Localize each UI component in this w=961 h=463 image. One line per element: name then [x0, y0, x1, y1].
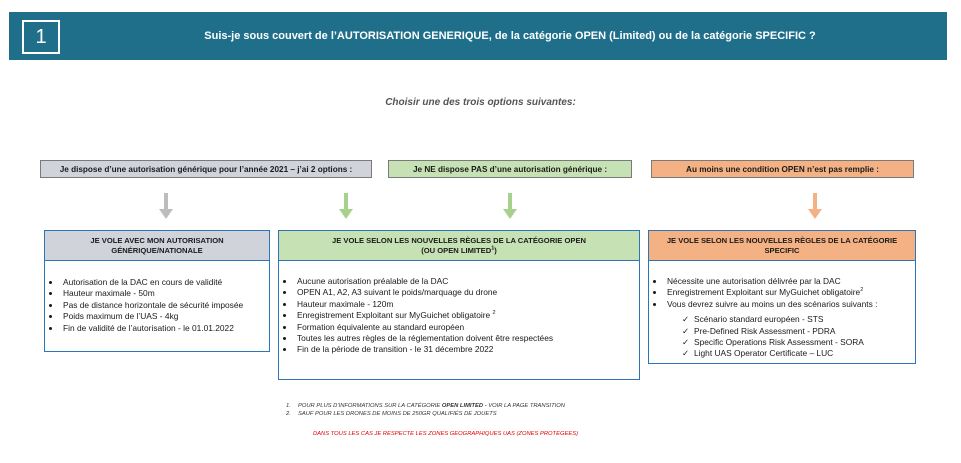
scenario-item: ✓ Scénario standard européen - STS — [682, 314, 824, 325]
list-item: • OPEN A1, A2, A3 suivant le poids/marquage du drone — [295, 287, 639, 298]
list-item: • Enregistrement Exploitant sur MyGuichet obligatoire$^2$ — [665, 287, 915, 298]
list-item: • Hauteur maximale - 50m — [61, 288, 269, 299]
card-open-category — [278, 230, 640, 380]
arrow-down-icon — [162, 193, 170, 219]
footnote-1: 1. POUR PLUS D’INFORMATIONS SUR LA CATÉGORIE OPEN LIMITED - VOIR LA PAGE TRANSITION — [286, 403, 565, 409]
card-title: JE VOLE SELON LES NOUVELLES RÈGLES DE LA CATÉGORIE SPECIFIC — [649, 231, 915, 261]
rules-list — [45, 277, 269, 334]
list-item: • Fin de validité de l’autorisation - le 01.01.2022 — [61, 323, 269, 334]
step-number: 1 — [22, 20, 60, 54]
arrow-down-icon — [342, 193, 350, 219]
list-item: • Nécessite une autorisation délivrée par la DAC — [665, 276, 915, 287]
card-generic-authorisation — [44, 230, 270, 352]
card-title: JE VOLE SELON LES NOUVELLES RÈGLES DE LA CATÉGORIE OPEN (OU OPEN LIMITED$^1$) — [279, 231, 639, 261]
footnote-2: 2. SAUF POUR LES DRONES DE MOINS DE 250GR QUALIFIÉS DE JOUETS — [286, 411, 497, 417]
arrow-down-icon — [811, 193, 819, 219]
list-item: • Poids maximum de l’UAS - 4kg — [61, 311, 269, 322]
option-open-condition-not-met: Au moins une condition OPEN n’est pas remplie : — [651, 160, 914, 178]
list-item: • Enregistrement Exploitant sur MyGuichet obligatoire $^2$ — [295, 310, 639, 321]
checkmark-icon: ✓ — [682, 337, 690, 348]
list-item: • Formation équivalente au standard européen — [295, 322, 639, 333]
list-item: • Aucune autorisation préalable de la DAC — [295, 276, 639, 287]
list-item: • Vous devrez suivre au moins un des scénarios suivants : — [665, 299, 915, 310]
rules-list — [279, 276, 639, 356]
checkmark-icon: ✓ — [682, 325, 690, 336]
scenario-item: ✓ Pre-Defined Risk Assessment - PDRA — [682, 325, 836, 336]
checkmark-icon: ✓ — [682, 348, 690, 359]
rules-list — [649, 276, 915, 310]
card-title: JE VOLE AVEC MON AUTORISATION GÉNÉRIQUE/NATIONALE — [45, 231, 269, 261]
checkmark-icon: ✓ — [682, 314, 690, 325]
arrow-down-icon — [506, 193, 514, 219]
scenario-item: ✓ Light UAS Operator Certificate – LUC — [682, 348, 834, 359]
card-specific-category — [648, 230, 916, 364]
subtitle: Choisir une des trois options suivantes: — [385, 97, 576, 108]
warning-text: DANS TOUS LES CAS JE RESPECTE LES ZONES GEOGRAPHIQUES UAS (ZONES PROTEGEES) — [313, 431, 578, 437]
footnotes — [286, 402, 565, 418]
list-item: • Hauteur maximale - 120m — [295, 299, 639, 310]
option-generic-authorisation: Je dispose d’une autorisation générique pour l’année 2021 – j’ai 2 options : — [40, 160, 372, 178]
scenario-list — [682, 314, 915, 360]
list-item: • Toutes les autres règles de la réglementation doivent être respectées — [295, 333, 639, 344]
list-item: • Pas de distance horizontale de sécurité imposée — [61, 300, 269, 311]
list-item: • Autorisation de la DAC en cours de validité — [61, 277, 269, 288]
list-item: • Fin de la période de transition - le 31 décembre 2022 — [295, 344, 639, 355]
scenario-item: ✓ Specific Operations Risk Assessment - SORA — [682, 337, 864, 348]
page-title: Suis-je sous couvert de l’AUTORISATION GENERIQUE, de la catégorie OPEN (Limited) ou de la catégorie SPECIFIC ? — [204, 30, 816, 42]
option-no-generic-authorisation: Je NE dispose PAS d’une autorisation générique : — [388, 160, 632, 178]
